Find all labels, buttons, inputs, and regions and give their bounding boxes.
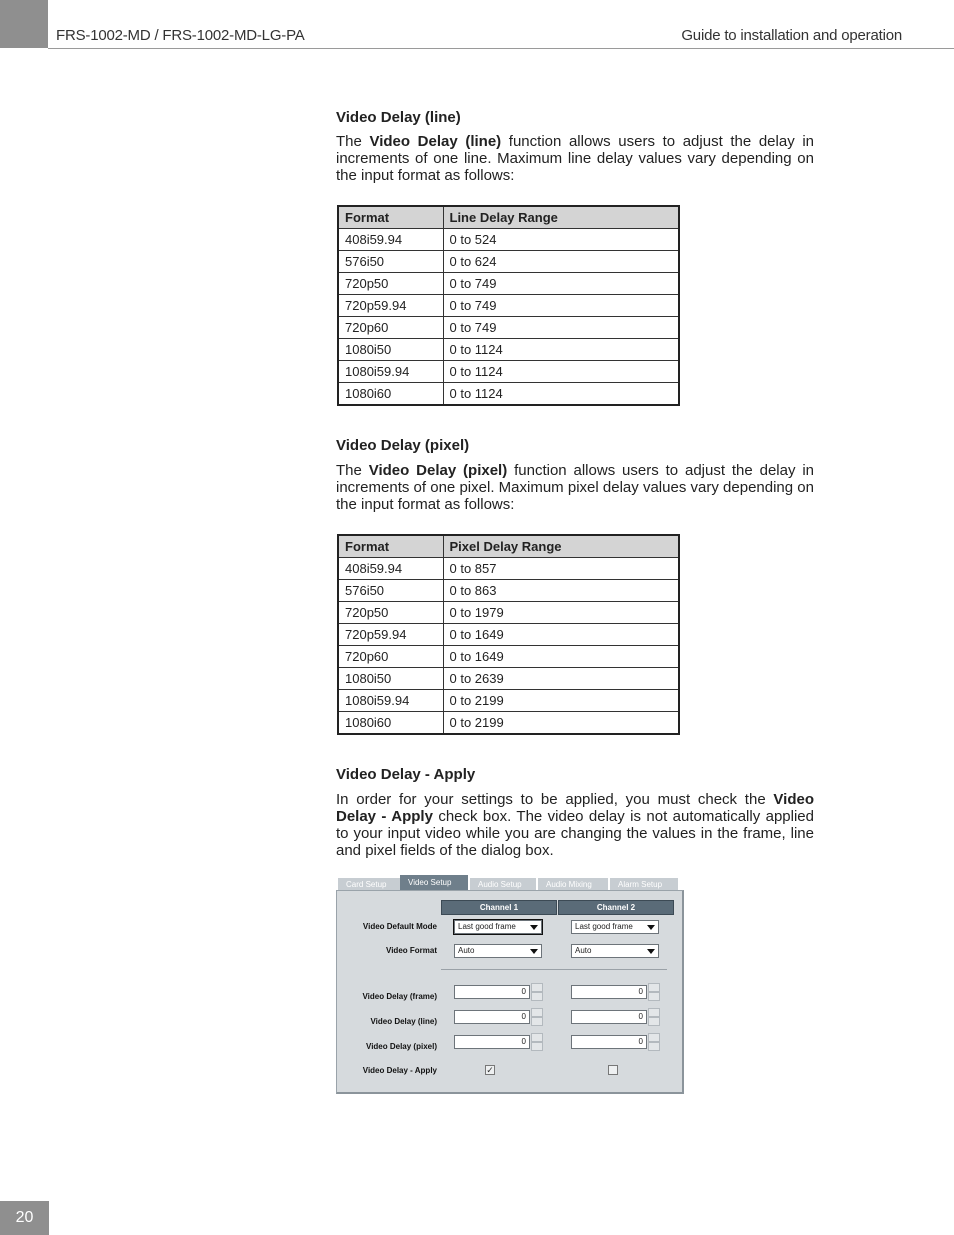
checkmark-icon: ✓ [486,1065,494,1075]
table-cell: 0 to 1979 [443,602,679,624]
section-video-delay-line [336,109,814,184]
spin-up-button[interactable] [648,1008,660,1017]
table-cell: 1080i59.94 [338,690,443,712]
ch1-pixel-spinner[interactable] [531,1033,543,1051]
paragraph-text: The [336,462,369,479]
ch1-frame-spinner[interactable] [531,983,543,1001]
ch2-line-spinner[interactable] [648,1008,660,1026]
ch1-pixel-delay-input[interactable]: 0 [454,1035,530,1049]
table-cell: 0 to 749 [443,295,679,317]
table-cell: 720p60 [338,317,443,339]
paragraph-text: In order for your settings to be applied, you must check the [336,791,774,808]
paragraph-text: function allows users to adjust the delay in increments of one line. Maximum line delay values vary depending on the input format as follows: [336,133,815,184]
ch1-video-format-select[interactable] [454,944,542,958]
table-row [338,580,679,602]
table-cell: 0 to 863 [443,580,679,602]
table-row [338,251,679,273]
table-row [338,317,679,339]
document-model-title: FRS-1002-MD / FRS-1002-MD-LG-PA [56,27,305,44]
select-value: Auto [575,946,592,955]
paragraph-bold: Video Delay (pixel) [368,462,508,479]
table-cell: 0 to 749 [443,273,679,295]
table-cell: 720p59.94 [338,295,443,317]
table-row [338,383,679,406]
tab-video-setup[interactable]: Video Setup [400,875,468,891]
section-heading: Video Delay (line) [336,109,461,126]
section-heading: Video Delay (pixel) [336,437,470,454]
table-cell: 0 to 2639 [443,668,679,690]
spin-up-button[interactable] [648,983,660,992]
table-row [338,624,679,646]
column-header: Format [338,535,443,558]
label-video-delay-line: Video Delay (line) [370,1017,437,1026]
table-cell: 0 to 2199 [443,690,679,712]
column-header: Line Delay Range [443,206,679,229]
table-cell: 0 to 1124 [443,339,679,361]
table-row [338,273,679,295]
table-row [338,668,679,690]
video-setup-panel [336,890,684,1094]
ch1-apply-checkbox[interactable] [485,1065,495,1075]
table-cell: 0 to 524 [443,229,679,251]
ch2-line-delay-input[interactable]: 0 [571,1010,647,1024]
section-paragraph [336,133,814,184]
table-cell: 1080i50 [338,339,443,361]
table-cell: 408i59.94 [338,558,443,580]
ch2-pixel-delay-input[interactable]: 0 [571,1035,647,1049]
ch2-video-format-select[interactable] [571,944,659,958]
paragraph-text: check box. The video delay is not automatically applied to your input video while you are changing the values in the frame, line and pixel fields of the dialog box. [336,808,814,859]
table-cell: 576i50 [338,251,443,273]
video-setup-dialog [336,874,685,1095]
table-cell: 1080i59.94 [338,361,443,383]
tab-card-setup[interactable]: Card Setup [338,878,402,891]
table-cell: 0 to 857 [443,558,679,580]
ch2-apply-checkbox[interactable] [608,1065,618,1075]
header-divider [48,48,954,49]
dialog-tab-bar [336,874,685,891]
select-value: Last good frame [575,922,633,931]
table-row [338,229,679,251]
table-cell: 0 to 1649 [443,646,679,668]
spin-up-button[interactable] [531,1008,543,1017]
ch1-line-delay-input[interactable]: 0 [454,1010,530,1024]
paragraph-text: The [336,133,370,150]
ch2-default-mode-select[interactable] [571,920,659,934]
table-cell: 1080i60 [338,712,443,735]
table-row [338,295,679,317]
table-cell: 0 to 1649 [443,624,679,646]
ch1-default-mode-select[interactable] [454,920,542,934]
paragraph-text: function allows users to adjust the delay in increments of one pixel. Maximum pixel delay values vary depending on the input format as follows: [336,462,814,513]
spin-up-button[interactable] [648,1033,660,1042]
table-row [338,602,679,624]
tab-alarm-setup[interactable]: Alarm Setup [610,878,678,891]
spin-down-button[interactable] [531,992,543,1001]
chevron-down-icon [647,925,655,930]
table-cell: 720p50 [338,273,443,295]
table-row [338,646,679,668]
table-cell: 720p50 [338,602,443,624]
section-heading: Video Delay - Apply [336,766,476,783]
channel-1-header: Channel 1 [441,900,557,915]
column-header: Format [338,206,443,229]
pixel-delay-table [337,534,680,735]
table-cell: 1080i60 [338,383,443,406]
label-video-delay-pixel: Video Delay (pixel) [366,1042,437,1051]
column-header: Pixel Delay Range [443,535,679,558]
label-video-format: Video Format [386,946,437,955]
spin-down-button[interactable] [648,1042,660,1051]
table-row [338,690,679,712]
paragraph-bold: Video Delay (line) [369,133,502,150]
label-video-default-mode: Video Default Mode [362,922,437,931]
spin-down-button[interactable] [531,1017,543,1026]
ch1-frame-delay-input[interactable]: 0 [454,985,530,999]
select-value: Auto [458,946,475,955]
table-cell: 0 to 2199 [443,712,679,735]
table-row [338,558,679,580]
chevron-down-icon [647,949,655,954]
table-cell: 1080i50 [338,668,443,690]
ch2-frame-delay-input[interactable]: 0 [571,985,647,999]
select-value: Last good frame [458,922,516,931]
tab-audio-mixing[interactable]: Audio Mixing [538,878,608,891]
spin-up-button[interactable] [531,983,543,992]
spin-down-button[interactable] [531,1042,543,1051]
section-paragraph [336,462,814,513]
table-cell: 720p59.94 [338,624,443,646]
label-video-delay-frame: Video Delay (frame) [362,992,437,1001]
table-cell: 408i59.94 [338,229,443,251]
table-cell: 576i50 [338,580,443,602]
table-header-row [338,535,679,558]
table-cell: 720p60 [338,646,443,668]
line-delay-table [337,205,680,406]
paragraph-bold: Video Delay - Apply [336,791,814,825]
ch1-line-spinner[interactable] [531,1008,543,1026]
spin-down-button[interactable] [648,992,660,1001]
table-row [338,361,679,383]
spin-down-button[interactable] [648,1017,660,1026]
table-cell: 0 to 1124 [443,383,679,406]
tab-audio-setup[interactable]: Audio Setup [470,878,536,891]
section-divider [441,969,667,970]
table-cell: 0 to 624 [443,251,679,273]
spin-up-button[interactable] [531,1033,543,1042]
section-paragraph [336,791,814,859]
channel-2-header: Channel 2 [558,900,674,915]
chevron-down-icon [530,949,538,954]
table-cell: 0 to 1124 [443,361,679,383]
document-guide-title: Guide to installation and operation [681,27,902,44]
page-number: 20 [0,1201,49,1235]
table-row [338,339,679,361]
table-header-row [338,206,679,229]
table-cell: 0 to 749 [443,317,679,339]
ch2-pixel-spinner[interactable] [648,1033,660,1051]
table-row [338,712,679,735]
header-block [0,0,48,48]
section-video-delay-pixel [336,437,814,513]
label-video-delay-apply: Video Delay - Apply [362,1066,437,1075]
section-video-delay-apply [336,766,814,859]
ch2-frame-spinner[interactable] [648,983,660,1001]
chevron-down-icon [530,925,538,930]
